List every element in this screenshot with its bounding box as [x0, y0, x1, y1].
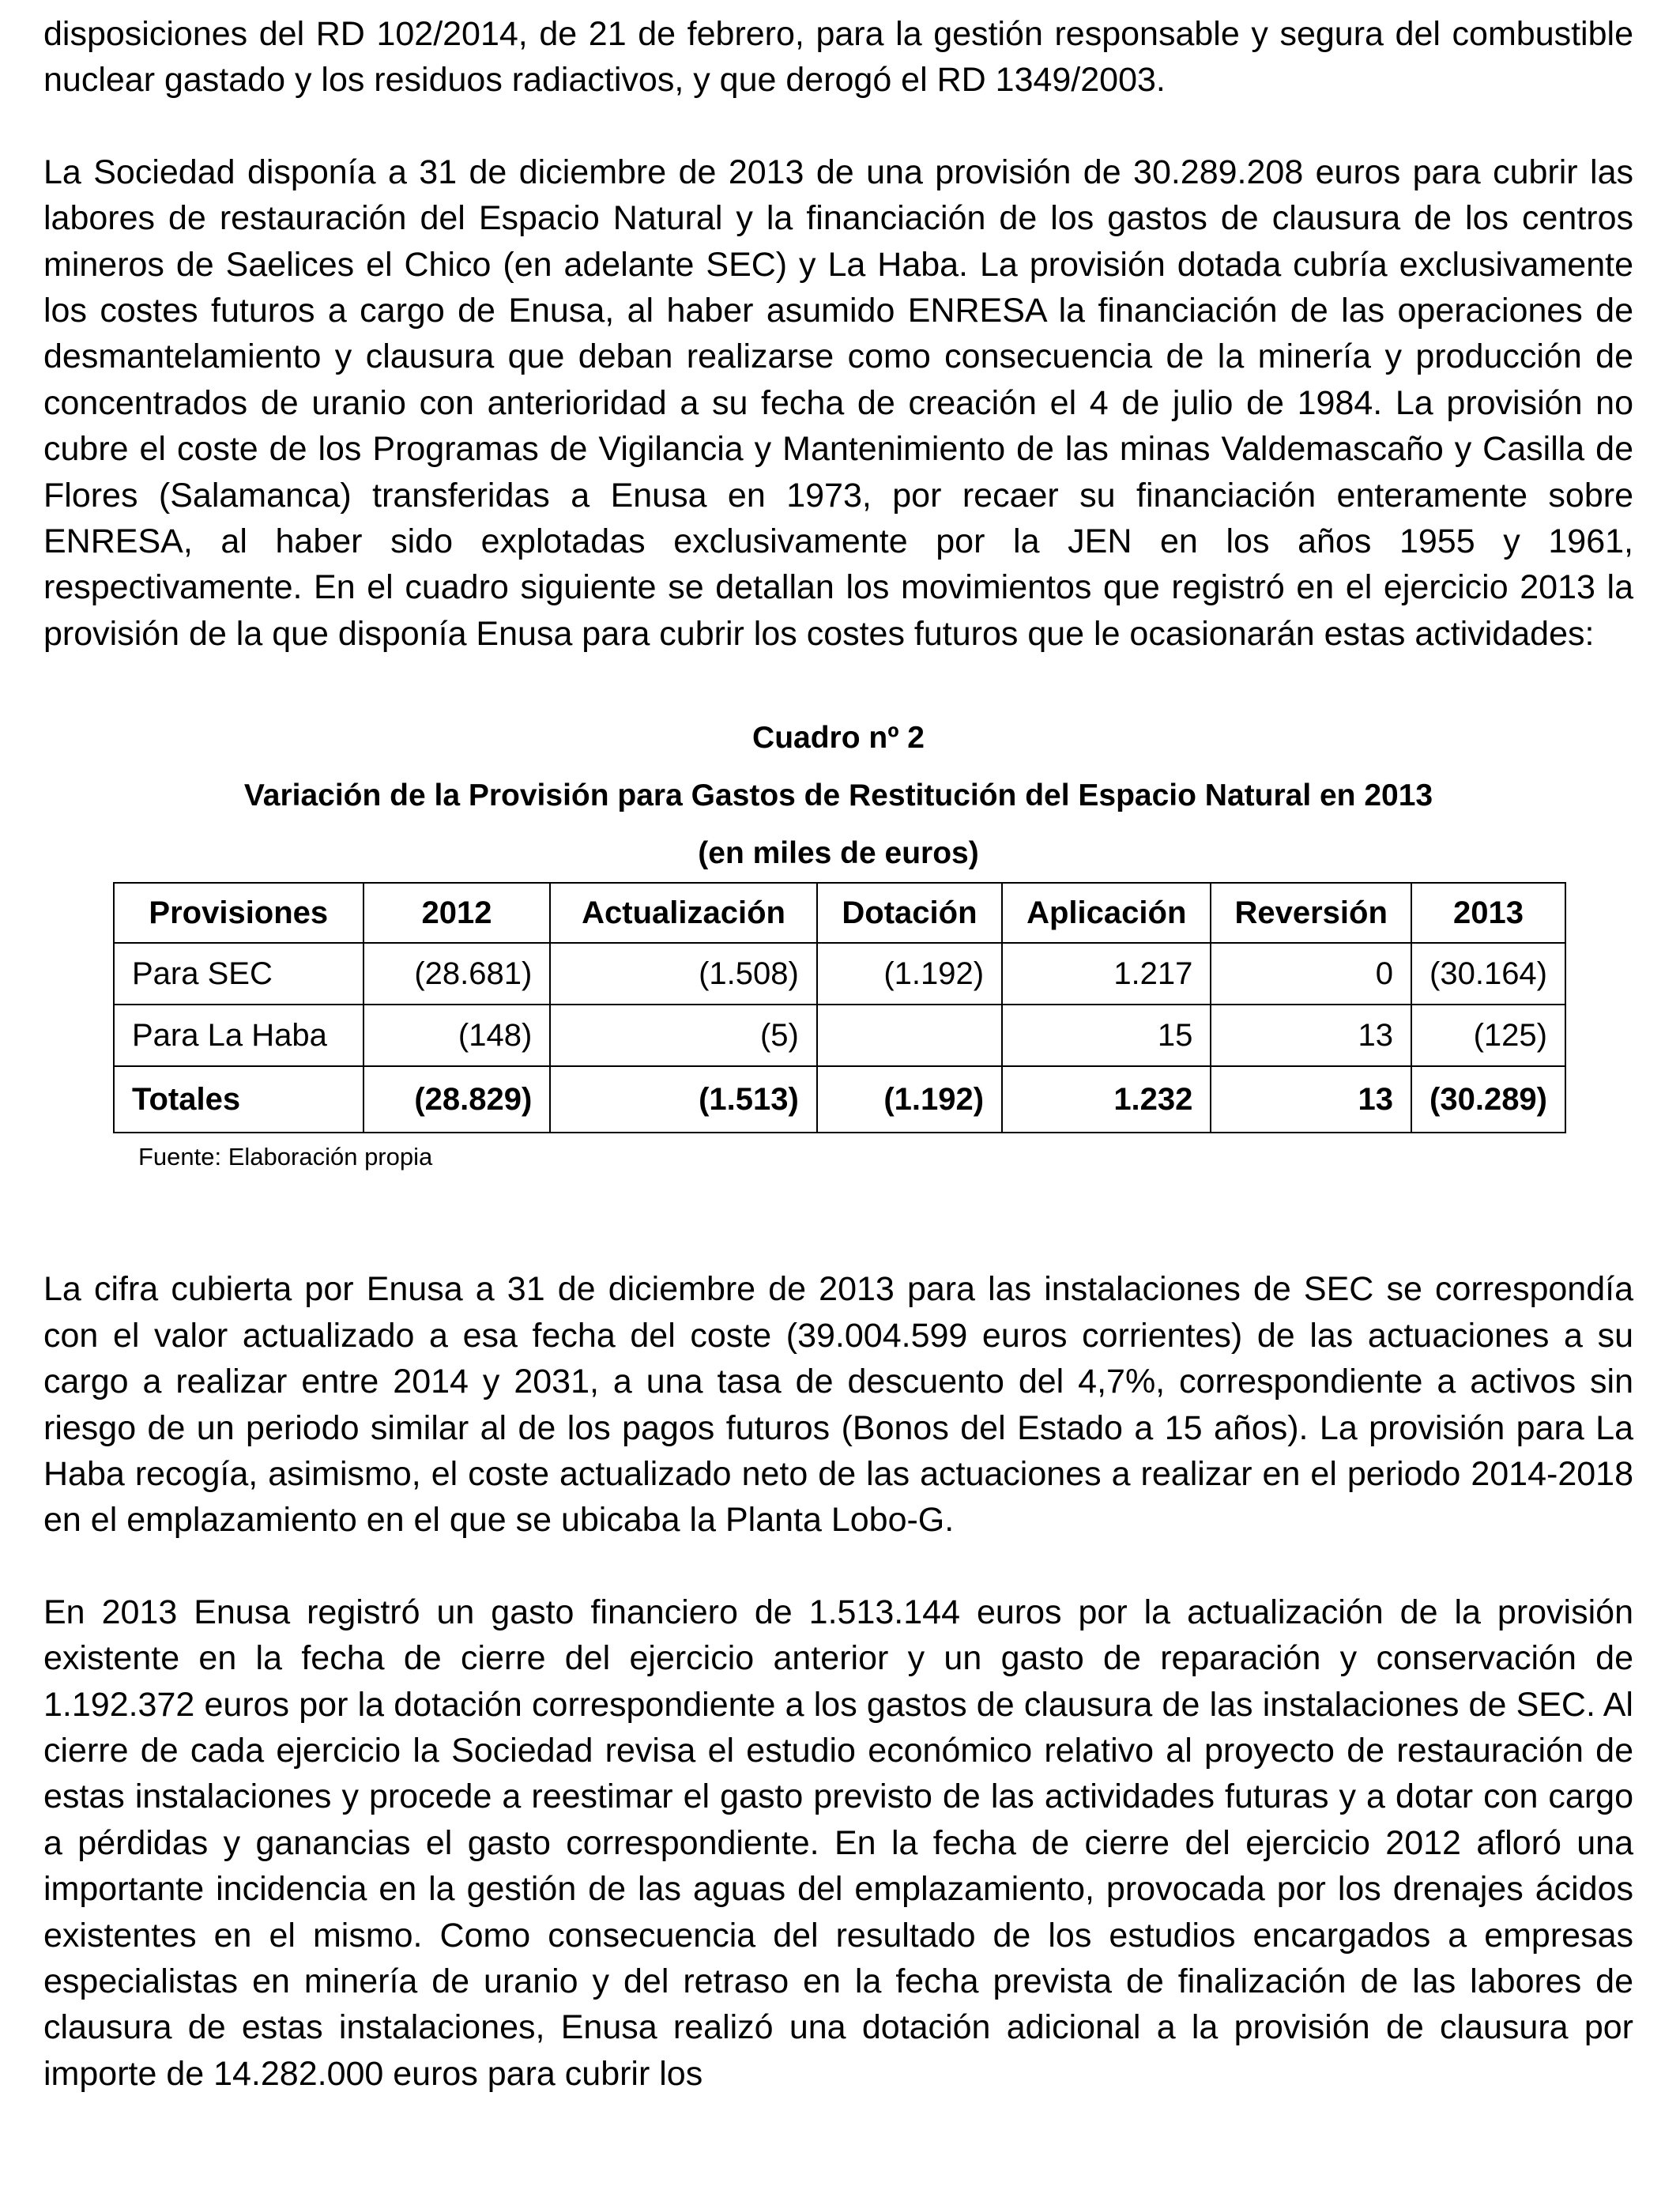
table-row — [114, 1005, 1565, 1066]
cell-dotacion — [817, 1005, 1002, 1066]
paragraph-provision: La Sociedad disponía a 31 de diciembre de 2013 de una provisión de 30.289.208 euros para cubrir las labores de restauración del Espacio Natural y la financiación de los gastos de clausura de los centros mineros de Saelices el Chico (en adelante SEC) y La Haba. La provisión dotada cubría exclusivamente los costes futuros a cargo de Enusa, al haber asumido ENRESA la financiación de las operaciones de desmantelamiento y clausura que deban realizarse como consecuencia de la minería y producción de concentrados de uranio con anterioridad a su fecha de creación el 4 de julio de 1984. La provisión no cubre el coste de los Programas de Vigilancia y Mantenimiento de las minas Valdemascaño y Casilla de Flores (Salamanca) transferidas a Enusa en 1973, por recaer su financiación enteramente sobre ENRESA, al haber sido explotadas exclusivamente por la JEN en los años 1955 y 1961, respectivamente. En el cuadro siguiente se detallan los movimientos que registró en el ejercicio 2013 la provisión de la que disponía Enusa para cubrir los costes futuros que le ocasionarán estas actividades: — [43, 153, 1633, 653]
table-header-row — [114, 883, 1565, 943]
table-row — [114, 943, 1565, 1005]
header-provisiones: Provisiones — [114, 883, 363, 943]
cell-actualizacion: (5) — [550, 1005, 817, 1066]
cell-2012: (28.681) — [363, 943, 551, 1005]
header-aplicacion: Aplicación — [1002, 883, 1211, 943]
total-2012: (28.829) — [363, 1066, 551, 1133]
totals-label: Totales — [114, 1066, 363, 1133]
paragraph-sec-coverage: La cifra cubierta por Enusa a 31 de diciembre de 2013 para las instalaciones de SEC se correspondía con el valor actualizado a esa fecha del coste (39.004.599 euros corrientes) de las actuaciones a su cargo a realizar entre 2014 y 2031, a una tasa de descuento del 4,7%, correspondiente a activos sin riesgo de un periodo similar al de los pagos futuros (Bonos del Estado a 15 años). La provisión para La Haba recogía, asimismo, el coste actualizado neto de las actuaciones a realizar en el periodo 2014-2018 en el emplazamiento en el que se ubicaba la Planta Lobo-G. — [43, 1270, 1633, 1540]
cell-2012: (148) — [363, 1005, 551, 1066]
cell-aplicacion: 15 — [1002, 1005, 1211, 1066]
table-title: Variación de la Provisión para Gastos de Restitución del Espacio Natural en 2013 — [243, 778, 1433, 813]
total-2013: (30.289) — [1411, 1066, 1565, 1133]
header-actualizacion: Actualización — [550, 883, 817, 943]
provision-table-wrapper — [113, 882, 1566, 1173]
header-reversion: Reversión — [1211, 883, 1411, 943]
total-dotacion: (1.192) — [817, 1066, 1002, 1133]
table-source: Fuente: Elaboración propia — [138, 1143, 433, 1171]
cell-aplicacion: 1.217 — [1002, 943, 1211, 1005]
cell-reversion: 13 — [1211, 1005, 1411, 1066]
header-2013: 2013 — [1411, 883, 1565, 943]
cell-2013: (30.164) — [1411, 943, 1565, 1005]
table-units: (en miles de euros) — [698, 836, 979, 871]
total-actualizacion: (1.513) — [550, 1066, 817, 1133]
table-caption — [43, 709, 1633, 882]
header-dotacion: Dotación — [817, 883, 1002, 943]
cell-2013: (125) — [1411, 1005, 1565, 1066]
cell-actualizacion: (1.508) — [550, 943, 817, 1005]
paragraph-intro: disposiciones del RD 102/2014, de 21 de febrero, para la gestión responsable y segura del combustible nuclear gastado y los residuos radiactivos, y que derogó el RD 1349/2003. — [43, 15, 1633, 100]
provision-table — [113, 882, 1566, 1133]
row-label: Para SEC — [114, 943, 363, 1005]
row-label: Para La Haba — [114, 1005, 363, 1066]
header-2012: 2012 — [363, 883, 551, 943]
cell-dotacion: (1.192) — [817, 943, 1002, 1005]
table-number: Cuadro nº 2 — [752, 721, 925, 756]
total-reversion: 13 — [1211, 1066, 1411, 1133]
total-aplicacion: 1.232 — [1002, 1066, 1211, 1133]
paragraph-financial-expense: En 2013 Enusa registró un gasto financiero de 1.513.144 euros por la actualización de la provisión existente en la fecha de cierre del ejercicio anterior y un gasto de reparación y conservación de 1.192.372 euros por la dotación correspondiente a los gastos de clausura de las instalaciones de SEC. Al cierre de cada ejercicio la Sociedad revisa el estudio económico relativo al proyecto de restauración de estas instalaciones y procede a reestimar el gasto previsto de las actividades futuras y a dotar con cargo a pérdidas y ganancias el gasto correspondiente. En la fecha de cierre del ejercicio 2012 afloró una importante incidencia en la gestión de las aguas del emplazamiento, provocada por los drenajes ácidos existentes en el mismo. Como consecuencia del resultado de los estudios encargados a empresas especialistas en minería de uranio y del retraso en la fecha prevista de finalización de las labores de clausura de estas instalaciones, Enusa realizó una dotación adicional a la provisión de clausura por importe de 14.282.000 euros para cubrir los — [43, 1593, 1633, 2093]
table-totals-row — [114, 1066, 1565, 1133]
document-page — [43, 11, 1633, 2097]
cell-reversion: 0 — [1211, 943, 1411, 1005]
